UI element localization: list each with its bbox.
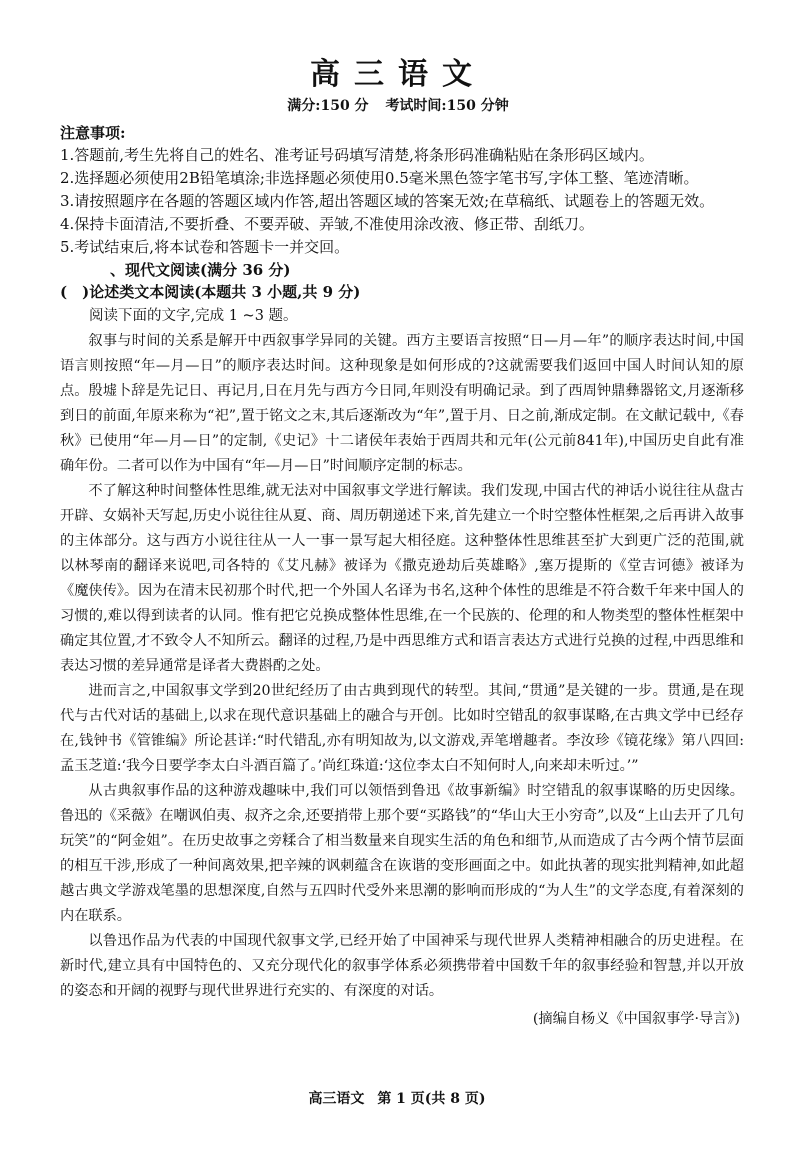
notice-item: 1.答题前,考生先将自己的姓名、准考证号码填写清楚,将条形码准确粘贴在条形码区域内。 bbox=[60, 146, 654, 164]
notice-item: 5.考试结束后,将本试卷和答题卡一并交回。 bbox=[60, 238, 350, 256]
article-body bbox=[52, 329, 744, 1004]
notice-item: 2.选择题必须使用2B铅笔填涂;非选择题必须使用0.5毫米黑色签字笔书写,字体工整、笔迹清晰。 bbox=[60, 169, 699, 187]
article-paragraph: 从古典叙事作品的这种游戏趣味中,我们可以领悟到鲁迅《故事新编》时空错乱的叙事谋略的历史因缘。鲁迅的《采薇》在嘲讽伯夷、叔齐之余,还要捎带上那个要“买路钱”的“华山大王小穷奇”,以及“上山去开了几句玩笑”的“阿金姐”。在历史故事之旁糅合了相当数量来自现实生活的角色和细节,从而造成了古今两个情节层面的相互干涉,形成了一种间离效果,把辛辣的讽刺蕴含在诙谐的变形画面之中。如此执著的现实批判精神,如此超越古典文学游戏笔墨的思想深度,自然与五四时代受外来思潮的影响而形成的“为人生”的文学态度,有着深刻的内在联系。 bbox=[60, 783, 744, 924]
time-info: 考试时间:150 分钟 bbox=[385, 98, 509, 114]
footer-subject: 高三语文 bbox=[308, 1091, 365, 1107]
page-footer bbox=[0, 1088, 794, 1108]
article-paragraph: 进而言之,中国叙事文学到20世纪经历了由古典到现代的转型。其间,“贯通”是关键的一步。贯通,是在现代与古代对话的基础上,以求在现代意识基础上的融合与开创。比如时空错乱的叙事谋略,在古典文学中已经存在,钱钟书《管锥编》所论甚详:“时代错乱,亦有明知故为,以文游戏,弄笔增趣者。李汝珍《镜花缘》第八四回:孟玉芝道:‘我今日要学李太白斗酒百篇了。’尚红珠道:‘这位李太白不知何时人,向来却未听过。’” bbox=[60, 683, 744, 774]
article-paragraph: 叙事与时间的关系是解开中西叙事学异同的关键。西方主要语言按照“日—月—年”的顺序表达时间,中国语言则按照“年—月—日”的顺序表达时间。这种现象是如何形成的?这就需要我们返回中国人时间认知的原点。殷墟卜辞是先记日、再记月,日在月先与西方今日同,年则没有明确记录。到了西周钟鼎彝器铭文,月逐渐移到日的前面,年原来称为“祀”,置于铭文之末,其后逐渐改为“年”,置于月、日之前,渐成定制。在文献记载中,《春秋》已使用“年—月—日”的定制,《史记》十二诸侯年表始于西周共和元年(公元前841年),中国历史自此有准确年份。二者可以作为中国有“年—月—日”时间顺序定制的标志。 bbox=[60, 333, 744, 474]
notice-heading: 注意事项: bbox=[60, 124, 126, 142]
notice-item: 3.请按照题序在各题的答题区域内作答,超出答题区域的答案无效;在草稿纸、试题卷上的答题无效。 bbox=[60, 192, 715, 210]
notice-block bbox=[52, 122, 744, 259]
subsection-heading: ( )论述类文本阅读(本题共 3 小题,共 9 分) bbox=[60, 283, 361, 301]
reading-instruction: 阅读下面的文字,完成 1 ~3 题。 bbox=[89, 308, 298, 324]
article-paragraph: 以鲁迅作品为代表的中国现代叙事文学,已经开始了中国神采与现代世界人类精神相融合的历史进程。在新时代,建立具有中国特色的、又充分现代化的叙事学体系必须携带着中国数千年的叙事经验和智慧,并以开放的姿态和开阔的视野与现代世界进行充实的、有深度的对话。 bbox=[60, 933, 744, 999]
exam-meta bbox=[52, 96, 744, 116]
article-source: (摘编自杨义《中国叙事学·导言》) bbox=[532, 1011, 740, 1027]
section-heading: 、现代文阅读(满分 36 分) bbox=[110, 261, 291, 279]
notice-item: 4.保持卡面清洁,不要折叠、不要弄破、弄皱,不准使用涂改液、修正带、刮纸刀。 bbox=[60, 215, 594, 233]
score-info: 满分:150 分 bbox=[287, 98, 369, 114]
article-paragraph: 不了解这种时间整体性思维,就无法对中国叙事文学进行解读。我们发现,中国古代的神话小说往往从盘古开辟、女娲补天写起,历史小说往往从夏、商、周历朝递述下来,首先建立一个时空整体性框架,之后再讲入故事的主体部分。这与西方小说往往从一人一事一景写起大相径庭。这种整体性思维甚至扩大到更广泛的范围,就以林琴南的翻译来说吧,司各特的《艾凡赫》被译为《撒克逊劫后英雄略》,塞万提斯的《堂吉诃德》被译为《魔侠传》。因为在清末民初那个时代,把一个外国人名译为书名,这种个体性的思维是不符合数千年来中国人的习惯的,难以得到读者的认同。惟有把它兑换成整体性思维,在一个民族的、伦理的和人物类型的整体性框架中确定其位置,才不致令人不知所云。翻译的过程,乃是中西思维方式和语言表达方式进行兑换的过程,中西思维和表达习惯的差异通常是译者大费斟酌之处。 bbox=[60, 483, 744, 674]
footer-page-number: 第 1 页(共 8 页) bbox=[377, 1091, 486, 1107]
page-title: 高三语文 bbox=[310, 57, 486, 92]
